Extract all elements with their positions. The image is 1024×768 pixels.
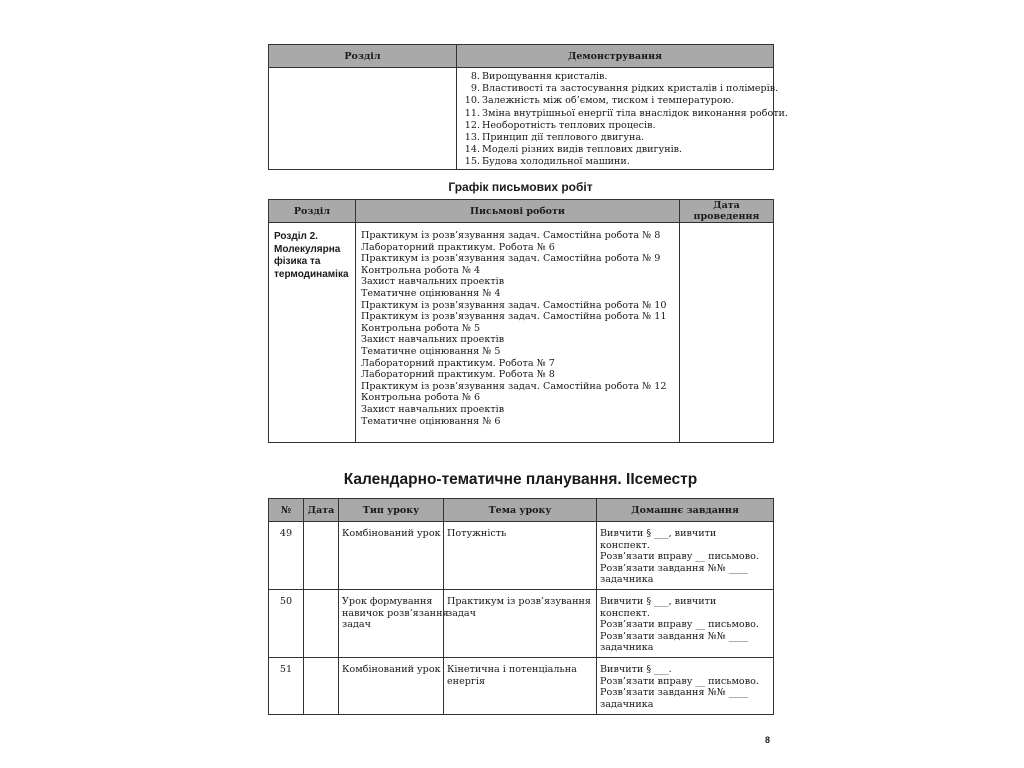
written-works-title: Графік письмових робіт (448, 180, 593, 194)
work-item: Захист навчальних проектів (361, 403, 505, 415)
calendar-title: Календарно-тематичне планування. ІІсеместр (343, 471, 698, 488)
cal-header-homework: Домашнє завдання (597, 499, 774, 522)
work-item: Контрольна робота № 5 (361, 322, 481, 334)
work-item: Лабораторний практикум. Робота № 7 (361, 357, 555, 369)
lesson-date (304, 522, 339, 590)
demonstrations-table (268, 44, 788, 170)
section-line: Молекулярна (274, 243, 341, 255)
work-item: Тематичне оцінювання № 6 (361, 415, 501, 427)
work-item: Захист навчальних проектів (361, 276, 505, 288)
lesson-number: 49 (269, 522, 304, 590)
work-item: Контрольна робота № 6 (361, 392, 481, 404)
works-date-cell (680, 223, 774, 443)
works-list-cell (356, 223, 680, 443)
cal-header-num: № (269, 499, 304, 522)
lesson-topic: Практикум із розв’язування задач (444, 590, 597, 658)
cal-header-topic: Тема уроку (444, 499, 597, 522)
demo-item: 14. Моделі різних видів теплових двигунів. (464, 144, 683, 156)
lesson-topic: Потужність (444, 522, 597, 590)
lesson-type: Комбінований урок (339, 658, 444, 715)
lesson-homework: Вивчити § ___, вивчити конспект. Розв’язати вправу __ письмово. Розв’язати завдання №№ ____ задачника (597, 590, 774, 658)
lesson-homework: Вивчити § ___. Розв’язати вправу __ письмово. Розв’язати завдання №№ ____ задачника (597, 658, 774, 715)
lesson-type: Комбінований урок (339, 522, 444, 590)
work-item: Лабораторний практикум. Робота № 8 (361, 369, 555, 381)
section-line: фізика та (274, 256, 321, 267)
work-item: Лабораторний практикум. Робота № 6 (361, 241, 555, 253)
works-header-works: Письмові роботи (356, 200, 680, 223)
demo-item: 9. Властивості та застосування рідких кристалів і полімерів. (470, 83, 779, 95)
demo-item: 13. Принцип дії теплового двигуна. (464, 132, 645, 144)
work-item: Практикум із розв’язування задач. Самостійна робота № 10 (361, 299, 667, 311)
demo-item: 8. Вирощування кристалів. (470, 71, 608, 82)
page-number: 8 (765, 735, 771, 745)
work-item: Практикум із розв’язування задач. Самостійна робота № 8 (361, 230, 661, 241)
section-line: Розділ 2. (274, 231, 318, 242)
table-row (269, 522, 774, 590)
lesson-number: 50 (269, 590, 304, 658)
work-item: Контрольна робота № 4 (361, 264, 481, 276)
work-item: Практикум із розв’язування задач. Самостійна робота № 11 (361, 311, 667, 323)
cal-header-date: Дата (304, 499, 339, 522)
works-section-cell (269, 223, 356, 443)
section-line: термодинаміка (274, 268, 349, 280)
demo-header-demo: Демонстрування (457, 45, 774, 68)
lesson-number: 51 (269, 658, 304, 715)
works-header-section: Розділ (269, 200, 356, 223)
work-item: Практикум із розв’язування задач. Самостійна робота № 12 (361, 380, 667, 392)
work-item: Тематичне оцінювання № 4 (361, 287, 501, 299)
work-item: Захист навчальних проектів (361, 334, 505, 346)
table-row (269, 590, 774, 658)
work-item: Практикум із розв’язування задач. Самостійна робота № 9 (361, 253, 661, 265)
lesson-topic: Кінетична і потенціальна енергія (444, 658, 597, 715)
demo-header-section: Розділ (269, 45, 457, 68)
cal-header-type: Тип уроку (339, 499, 444, 522)
calendar-table (268, 498, 774, 715)
demo-item: 11. Зміна внутрішньої енергії тіла внаслідок виконання роботи. (464, 107, 788, 119)
written-works-table (268, 199, 774, 443)
demo-items-cell (457, 68, 788, 170)
table-row (269, 658, 774, 715)
lesson-date (304, 658, 339, 715)
works-header-date: Дата проведення (680, 200, 774, 223)
demo-section-cell (269, 68, 457, 170)
demo-item: 10. Залежність між об’ємом, тиском і температурою. (464, 95, 735, 107)
work-item: Тематичне оцінювання № 5 (361, 345, 501, 357)
demo-item: 15. Будова холодильної машини. (464, 156, 630, 168)
lesson-homework: Вивчити § ___, вивчити конспект. Розв’язати вправу __ письмово. Розв’язати завдання №№ ____ задачника (597, 522, 774, 590)
lesson-date (304, 590, 339, 658)
lesson-type: Урок формування навичок розв’язання задач (339, 590, 444, 658)
demo-item: 12. Необоротність теплових процесів. (464, 119, 656, 131)
